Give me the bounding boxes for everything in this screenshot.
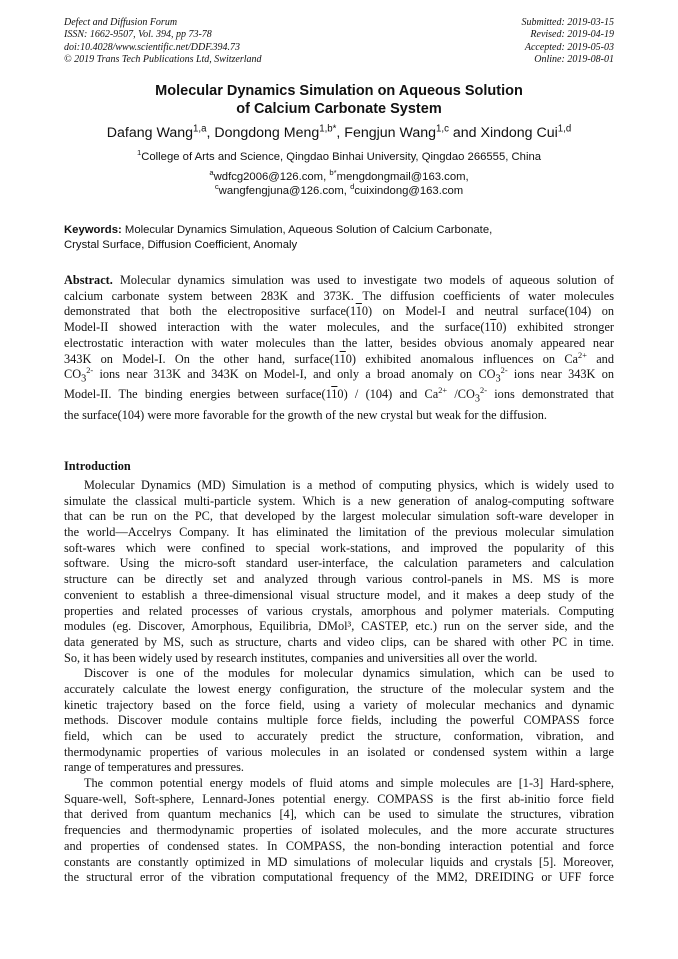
- paragraph-line: field, which can be used to accurately predict the structure, conformation, vibration, and: [64, 729, 614, 743]
- abstract-text: 343K on Model-I. On the other hand, surface: [64, 351, 330, 366]
- email-link[interactable]: wdfcg2006@126.com,: [213, 171, 330, 183]
- paragraph-line: frequencies and thermodynamic properties of isolated molecules, and the more accurate structures: [64, 823, 614, 838]
- email-sup: a: [209, 168, 214, 178]
- author-sup: 1,c: [436, 123, 449, 135]
- email-sup: d: [350, 182, 355, 192]
- keywords-label: Keywords:: [64, 224, 122, 236]
- author-sep: and: [448, 125, 481, 141]
- ion-charge: 2-: [86, 366, 94, 376]
- abstract-text: demonstrated that both the electropositive surface: [64, 304, 346, 319]
- journal-info: [64, 17, 262, 66]
- keywords-text: Crystal Surface, Diffusion Coefficient, Anomaly: [64, 238, 298, 251]
- paragraph-line: Molecular Dynamics (MD) Simulation is a method of computing physics, which is widely used to: [84, 478, 614, 492]
- paragraph-line: methods. Discover module contains multiple force fields, including the powerful COMPASS force: [64, 713, 614, 728]
- paragraph-line: that derived from quantum mechanics [4], which can be used to simulate the structures, vibration: [64, 807, 614, 822]
- abstract-text: and Ca: [392, 387, 439, 402]
- journal-doi: doi:10.4028/www.scientific.net/DDF.394.73: [64, 41, 241, 53]
- paragraph-line: software. Using the micro-soft standard user-interface, the calculation parameters and calculation: [64, 556, 614, 571]
- author-list: [40, 124, 638, 142]
- paragraph-line: accurately calculate the lowest energy configuration, the structure of the molecular system and the: [64, 681, 614, 696]
- miller-index-104: (104): [117, 407, 145, 422]
- ion-subscript: 3: [81, 373, 87, 385]
- miller-index-110: (110): [321, 387, 348, 402]
- affiliation-text: College of Arts and Science, Qingdao Binhai University, Qingdao 266555, China: [141, 151, 542, 163]
- abstract-text: exhibited stronger: [506, 320, 615, 335]
- abstract-text: ions near 313K and 343K on Model-I, and only a broad anomaly on CO: [93, 367, 496, 382]
- introduction-body: [64, 478, 614, 886]
- paragraph-line: thermodynamic properties of various molecules in an isolated or condensed system within a large: [64, 744, 614, 759]
- paragraph-line: Discover is one of the modules for molecular dynamics simulation, which can be used to: [84, 666, 614, 681]
- affiliation-sup: 1: [136, 148, 142, 158]
- email-sup: c: [214, 182, 219, 192]
- author-name: Dafang Wang: [106, 125, 194, 141]
- paragraph-line: properties and related processes of various crystals, amorphous and polymer materials. Computing: [64, 603, 614, 618]
- abstract-text: Model-II. The binding energies between surface: [64, 387, 322, 402]
- abstract-text: exhibited anomalous influences on Ca: [356, 351, 579, 366]
- ion-charge: 2-: [500, 366, 508, 376]
- keywords-text: Molecular Dynamics Simulation, Aqueous Solution of Calcium Carbonate,: [121, 224, 493, 236]
- paragraph-line: convenient to establish a three-dimensional visual structure model, and it makes a deep study of the: [64, 587, 614, 602]
- author-name: Dongdong Meng: [214, 125, 320, 141]
- email-sup: b*: [329, 168, 337, 178]
- paragraph-line: range of temperatures and pressures.: [64, 760, 244, 775]
- paragraph-line: data generated by MS, such as structure, charts and video clips, can be shared with other PC in time.: [64, 634, 614, 649]
- section-heading: Introduction: [64, 459, 131, 473]
- abstract-text: /CO: [447, 387, 475, 402]
- date-online: Online: 2019-08-01: [534, 53, 614, 65]
- ion-charge: 2+: [578, 350, 587, 360]
- abstract-text: ions near 343K on: [507, 367, 614, 382]
- author-name: Fengjun Wang: [344, 125, 437, 141]
- abstract-text: on Model-I and neutral surface: [372, 304, 565, 319]
- author-sup: 1,d: [557, 123, 572, 135]
- journal-issn: ISSN: 1662-9507, Vol. 394, pp 73-78: [64, 29, 212, 41]
- paragraph-line: the structural error of the vibration computational frequency of the MM2, DREIDING or UFF force: [64, 870, 614, 885]
- abstract-text: the surface: [64, 407, 118, 422]
- author-sup: 1,a: [193, 123, 207, 135]
- paragraph-line: the world—Accelrys Company. It has eliminated the limitation of the previous molecular simulation: [64, 525, 614, 540]
- publication-dates: [522, 17, 615, 66]
- author-emails: [64, 170, 614, 198]
- author-sep: ,: [336, 125, 345, 141]
- affiliation: [64, 150, 614, 164]
- abstract-text: electrostatic interaction with water molecules than the latter, besides obvious anomaly appeared near: [64, 335, 614, 350]
- author-sep: ,: [206, 125, 215, 141]
- abstract-label: Abstract.: [64, 273, 113, 287]
- paragraph-line: that can be run on the PC, that developed by the largest molecular simulation soft-ware developer in: [64, 509, 614, 524]
- miller-index-110: (110): [329, 351, 357, 366]
- abstract-text: Molecular dynamics simulation was used to investigate two models of aqueous solution of: [112, 273, 614, 287]
- paragraph-line: modules (eg. Discover, Amorphous, Equilibria, DMol³, CASTEP, etc.) run on the server side, and the: [64, 619, 614, 634]
- miller-index-110: (110): [345, 304, 373, 319]
- abstract-text: on: [591, 304, 615, 319]
- date-submitted: Submitted: 2019-03-15: [521, 17, 614, 28]
- ion-charge: 2+: [438, 386, 448, 396]
- journal-name: Defect and Diffusion Forum: [64, 17, 178, 28]
- paragraph-line: kinetic trajectory based on the force field, using a variety of molecular mechanics and dynamic: [64, 697, 614, 712]
- author-sup: 1,b*: [319, 123, 337, 135]
- paragraph-line: So, it has been widely used by research institutes, companies and universities all over the world.: [64, 650, 538, 665]
- abstract-text: were more favorable for the growth of the new crystal but weak for the diffusion.: [144, 407, 547, 422]
- email-link[interactable]: cuixindong@163.com: [354, 185, 464, 197]
- abstract-text: Model-II showed interaction with the water molecules, and the surface: [64, 320, 481, 335]
- title-line-2: of Calcium Carbonate System: [236, 101, 442, 117]
- paragraph-line: simulate the classical multi-particle system. Which is a new generation of analog-computing software: [64, 493, 614, 508]
- miller-index-104: (104): [365, 387, 393, 402]
- email-link[interactable]: wangfengjuna@126.com,: [218, 185, 351, 197]
- ion-subscript: 3: [495, 373, 501, 385]
- paper-title: [64, 82, 614, 118]
- keywords-section: [64, 223, 614, 252]
- title-line-1: Molecular Dynamics Simulation on Aqueous Solution: [155, 83, 523, 99]
- miller-index-104: (104): [564, 304, 592, 319]
- abstract-text: /: [347, 387, 366, 402]
- date-revised: Revised: 2019-04-19: [530, 29, 614, 41]
- abstract-text: ions demonstrated that: [486, 387, 614, 402]
- paragraph-line: and properties of condensed states. In COMPASS, the non-bonding interaction potential and force: [64, 838, 614, 853]
- abstract-text: calcium carbonate system between 283K and 373K. The diffusion coefficients of water molecules: [64, 288, 614, 303]
- paragraph-line: structure can be directly set and analyzed through various control-panels in MS. MS is more: [64, 572, 614, 587]
- abstract-text: CO: [64, 367, 82, 382]
- miller-index-110: (110): [480, 320, 507, 335]
- author-name: Xindong Cui: [480, 125, 558, 141]
- abstract: [64, 273, 614, 423]
- paragraph-line: constants are constantly optimized in MD simulations of molecular liquids and crystals [5]. Moreover,: [64, 854, 614, 869]
- date-accepted: Accepted: 2019-05-03: [524, 41, 614, 53]
- paragraph-line: soft-wares which were confined to special work-stations, and improved the popularity of this: [64, 540, 614, 555]
- ion-subscript: 3: [474, 393, 481, 405]
- email-link[interactable]: mengdongmail@163.com,: [336, 171, 469, 183]
- journal-copyright: © 2019 Trans Tech Publications Ltd, Switzerland: [64, 53, 262, 65]
- abstract-text: and: [586, 351, 614, 366]
- paragraph-line: The common potential energy models of fluid atoms and simple molecules are [1-3] Hard-sphere,: [84, 776, 614, 791]
- ion-charge: 2-: [480, 386, 487, 396]
- paragraph-line: Square-well, Soft-sphere, Lennard-Jones potential energy. COMPASS is the first ab-initio force field: [64, 791, 614, 806]
